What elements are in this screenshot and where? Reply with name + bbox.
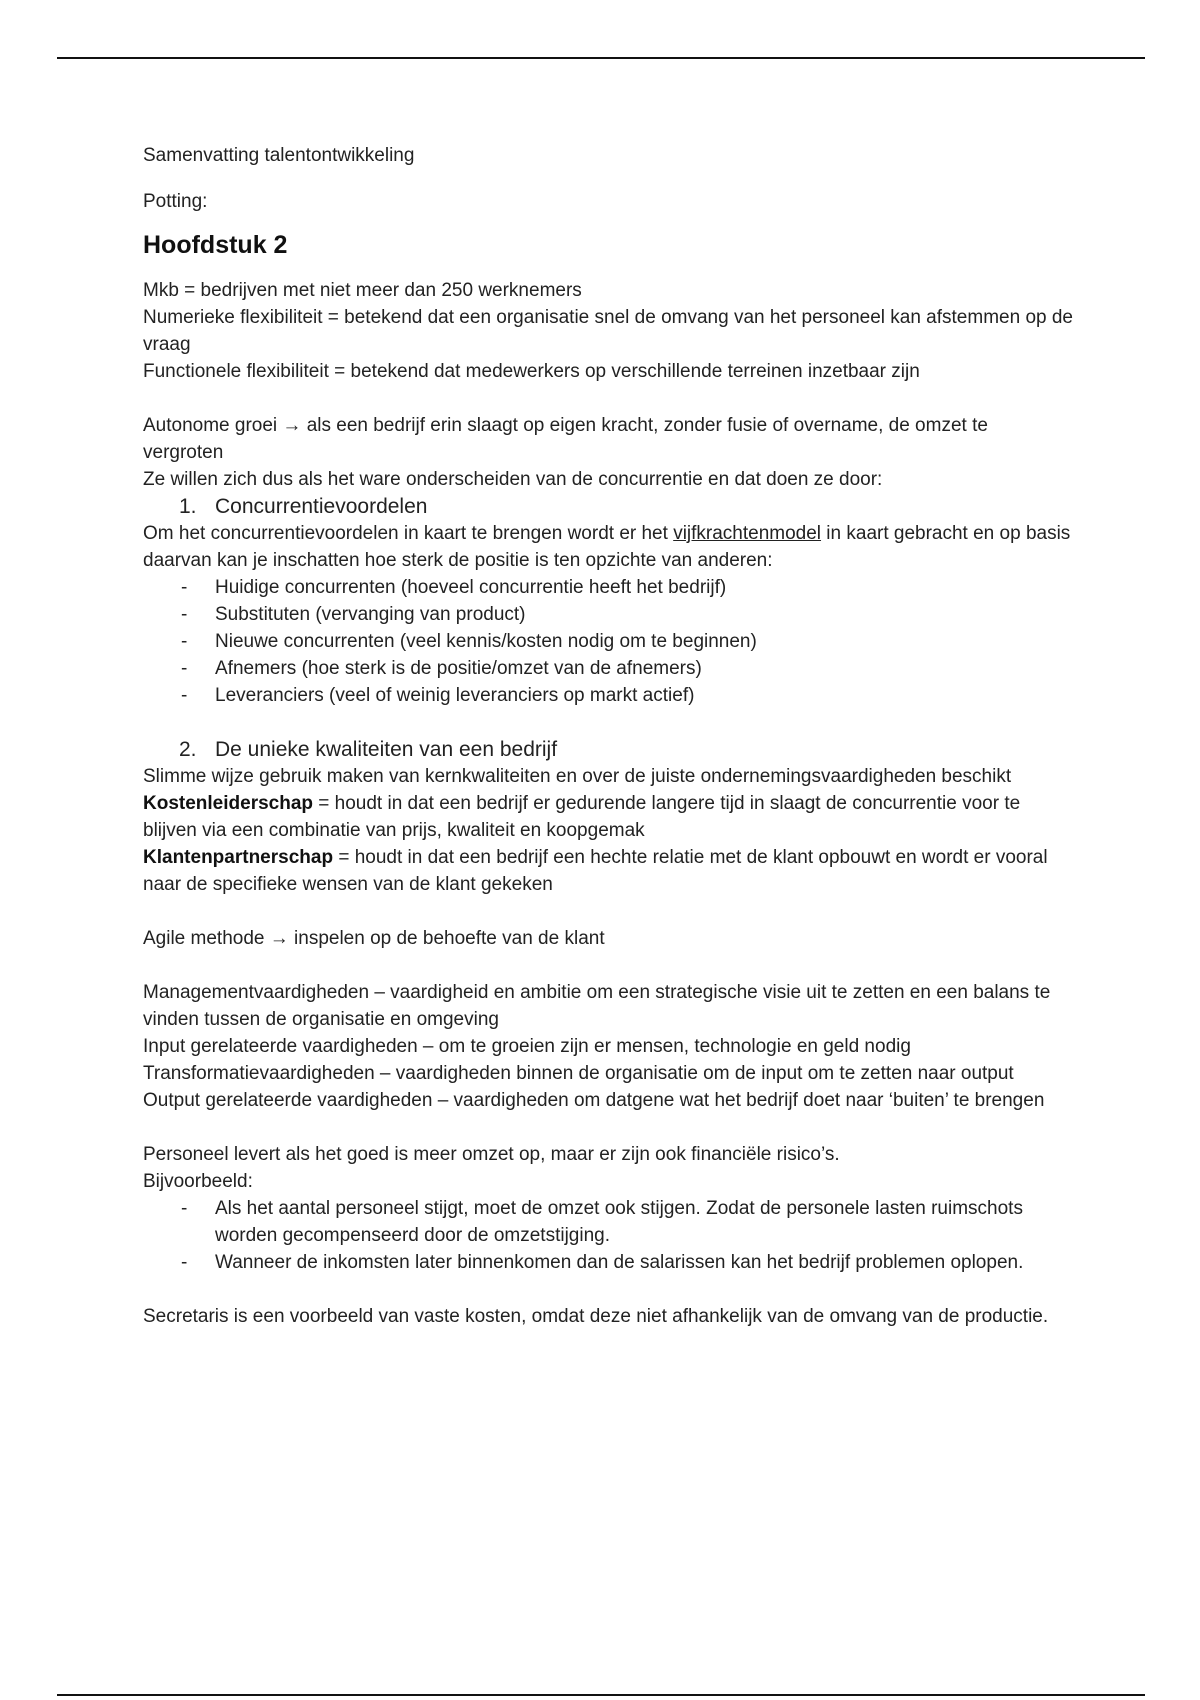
list-item: - Afnemers (hoe sterk is de positie/omzet van de afnemers) [181,658,702,679]
slimme-paragraph: Slimme wijze gebruik maken van kernkwaliteiten en over de juiste ondernemingsvaardigheden beschikt [143,766,1012,787]
term-bold: Kostenleiderschap [143,793,313,814]
list-item: - Wanneer de inkomsten later binnenkomen dan de salarissen kan het bedrijf problemen oplopen. [181,1252,1024,1273]
bijvoorbeeld-label: Bijvoorbeeld: [143,1171,253,1192]
item-number: 1. [179,495,197,518]
forces-list [143,574,1073,709]
document-page [143,142,1073,1330]
list-item: - Leveranciers (veel of weinig leveranciers op markt actief) [181,685,695,706]
definition-line: Numerieke flexibiliteit = betekend dat een organisatie snel de omvang van het personeel kan afstemmen op de vraag [143,307,1073,355]
item-label: De unieke kwaliteiten van een bedrijf [215,738,558,761]
vijfkrachtenmodel-link[interactable]: vijfkrachtenmodel [673,523,822,544]
definition-line: Mkb = bedrijven met niet meer dan 250 werknemers [143,280,582,301]
secretaris-paragraph: Secretaris is een voorbeeld van vaste kosten, omdat deze niet afhankelijk van de omvang van de productie. [143,1306,1049,1327]
personeel-paragraph: Personeel levert als het goed is meer omzet op, maar er zijn ook financiële risico’s. [143,1144,840,1165]
list-item: - Nieuwe concurrenten (veel kennis/kosten nodig om te beginnen) [181,631,757,652]
examples-list [143,1195,1073,1276]
vijfkrachten-paragraph: Om het concurrentievoordelen in kaart te brengen wordt er het vijfkrachtenmodel in kaart gebracht en op basis daarvan kan je inschatten hoe sterk de positie is ten opzichte van anderen: [143,523,1071,571]
skill-line: Transformatievaardigheden – vaardigheden binnen de organisatie om de input om te zetten naar output [143,1063,1014,1084]
kostenleiderschap-paragraph: Kostenleiderschap = houdt in dat een bedrijf er gedurende langere tijd in slaagt de concurrentie voor te blijven via een combinatie van prijs, kwaliteit en koopgemak [143,793,1021,841]
numbered-item-2 [143,736,1073,763]
header-rule [57,57,1145,59]
author-line: Potting: [143,191,208,212]
list-item: - Substituten (vervanging van product) [181,604,526,625]
skill-line: Managementvaardigheden – vaardigheid en ambitie om een strategische visie uit te zetten en een balans te vinden tussen de organisatie en omgeving [143,982,1051,1030]
chapter-heading: Hoofdstuk 2 [143,231,288,259]
numbered-item-1 [143,493,1073,520]
list-item: - Als het aantal personeel stijgt, moet de omzet ook stijgen. Zodat de personele lasten ruimschots worden gecompenseerd door de omzetstijging. [181,1198,1023,1246]
skill-line: Input gerelateerde vaardigheden – om te groeien zijn er mensen, technologie en geld nodig [143,1036,911,1057]
item-number: 2. [179,738,197,761]
item-label: Concurrentievoordelen [215,495,428,518]
definition-line: Functionele flexibiliteit = betekend dat medewerkers op verschillende terreinen inzetbaar zijn [143,361,920,382]
onderscheiden-paragraph: Ze willen zich dus als het ware onderscheiden van de concurrentie en dat doen ze door: [143,469,883,490]
footer-rule [57,1694,1145,1696]
skill-line: Output gerelateerde vaardigheden – vaardigheden om datgene wat het bedrijf doet naar ‘buiten’ te brengen [143,1090,1045,1111]
agile-paragraph: Agile methode → inspelen op de behoefte van de klant [143,928,605,949]
autonome-groei-paragraph: Autonome groei → als een bedrijf erin slaagt op eigen kracht, zonder fusie of overname, de omzet te vergroten [143,415,988,463]
klantenpartnerschap-paragraph: Klantenpartnerschap = houdt in dat een bedrijf een hechte relatie met de klant opbouwt en wordt er vooral naar de specifieke wensen van de klant gekeken [143,847,1048,895]
document-title-line: Samenvatting talentontwikkeling [143,145,415,166]
term-bold: Klantenpartnerschap [143,847,334,868]
list-item: - Huidige concurrenten (hoeveel concurrentie heeft het bedrijf) [181,577,727,598]
